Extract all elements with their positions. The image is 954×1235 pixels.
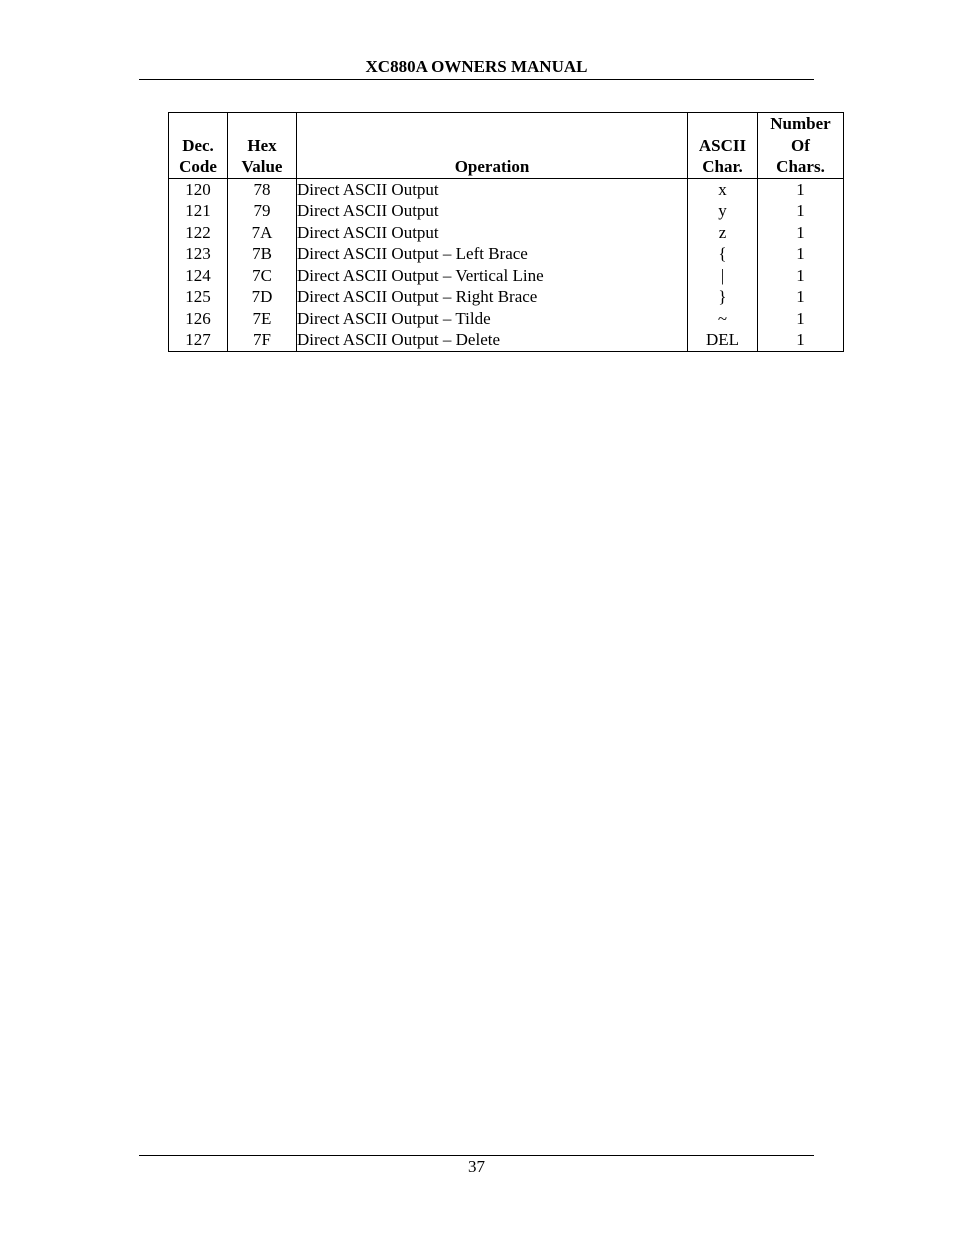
page-number: 37 <box>468 1157 485 1176</box>
cell-operation: Direct ASCII Output – Tilde <box>297 308 688 330</box>
table-row <box>169 222 844 244</box>
table-row <box>169 286 844 308</box>
cell-hex-value: 78 <box>228 178 297 200</box>
cell-operation: Direct ASCII Output <box>297 178 688 200</box>
col-header-ascii-char: ASCII Char. <box>688 113 758 179</box>
cell-hex-value: 79 <box>228 200 297 222</box>
cell-ascii-char: } <box>688 286 758 308</box>
cell-operation: Direct ASCII Output – Vertical Line <box>297 265 688 287</box>
col-header-operation: Operation <box>297 113 688 179</box>
cell-dec-code: 123 <box>169 243 228 265</box>
cell-ascii-char: z <box>688 222 758 244</box>
cell-ascii-char: | <box>688 265 758 287</box>
cell-dec-code: 120 <box>169 178 228 200</box>
cell-number-of-chars: 1 <box>758 200 844 222</box>
cell-dec-code: 124 <box>169 265 228 287</box>
cell-number-of-chars: 1 <box>758 243 844 265</box>
cell-hex-value: 7B <box>228 243 297 265</box>
cell-dec-code: 127 <box>169 329 228 351</box>
cell-dec-code: 125 <box>169 286 228 308</box>
table-row <box>169 178 844 200</box>
table-header-row <box>169 113 844 179</box>
cell-number-of-chars: 1 <box>758 329 844 351</box>
table-row <box>169 308 844 330</box>
col-header-number-of-chars: Number Of Chars. <box>758 113 844 179</box>
cell-dec-code: 126 <box>169 308 228 330</box>
table-row <box>169 329 844 351</box>
col-header-dec-code: Dec. Code <box>169 113 228 179</box>
cell-hex-value: 7E <box>228 308 297 330</box>
cell-operation: Direct ASCII Output <box>297 200 688 222</box>
cell-ascii-char: DEL <box>688 329 758 351</box>
cell-hex-value: 7D <box>228 286 297 308</box>
cell-ascii-char: { <box>688 243 758 265</box>
cell-number-of-chars: 1 <box>758 178 844 200</box>
cell-hex-value: 7C <box>228 265 297 287</box>
col-header-hex-value: Hex Value <box>228 113 297 179</box>
cell-operation: Direct ASCII Output – Left Brace <box>297 243 688 265</box>
cell-operation: Direct ASCII Output <box>297 222 688 244</box>
cell-hex-value: 7F <box>228 329 297 351</box>
cell-number-of-chars: 1 <box>758 265 844 287</box>
cell-ascii-char: y <box>688 200 758 222</box>
table-row <box>169 265 844 287</box>
cell-dec-code: 121 <box>169 200 228 222</box>
cell-operation: Direct ASCII Output – Delete <box>297 329 688 351</box>
cell-ascii-char: x <box>688 178 758 200</box>
cell-operation: Direct ASCII Output – Right Brace <box>297 286 688 308</box>
cell-number-of-chars: 1 <box>758 308 844 330</box>
table-row <box>169 243 844 265</box>
cell-number-of-chars: 1 <box>758 222 844 244</box>
page-header-title: XC880A OWNERS MANUAL <box>365 57 588 76</box>
cell-dec-code: 122 <box>169 222 228 244</box>
cell-number-of-chars: 1 <box>758 286 844 308</box>
table-row <box>169 200 844 222</box>
ascii-code-table <box>168 112 844 352</box>
cell-ascii-char: ~ <box>688 308 758 330</box>
cell-hex-value: 7A <box>228 222 297 244</box>
header-rule <box>139 79 814 80</box>
